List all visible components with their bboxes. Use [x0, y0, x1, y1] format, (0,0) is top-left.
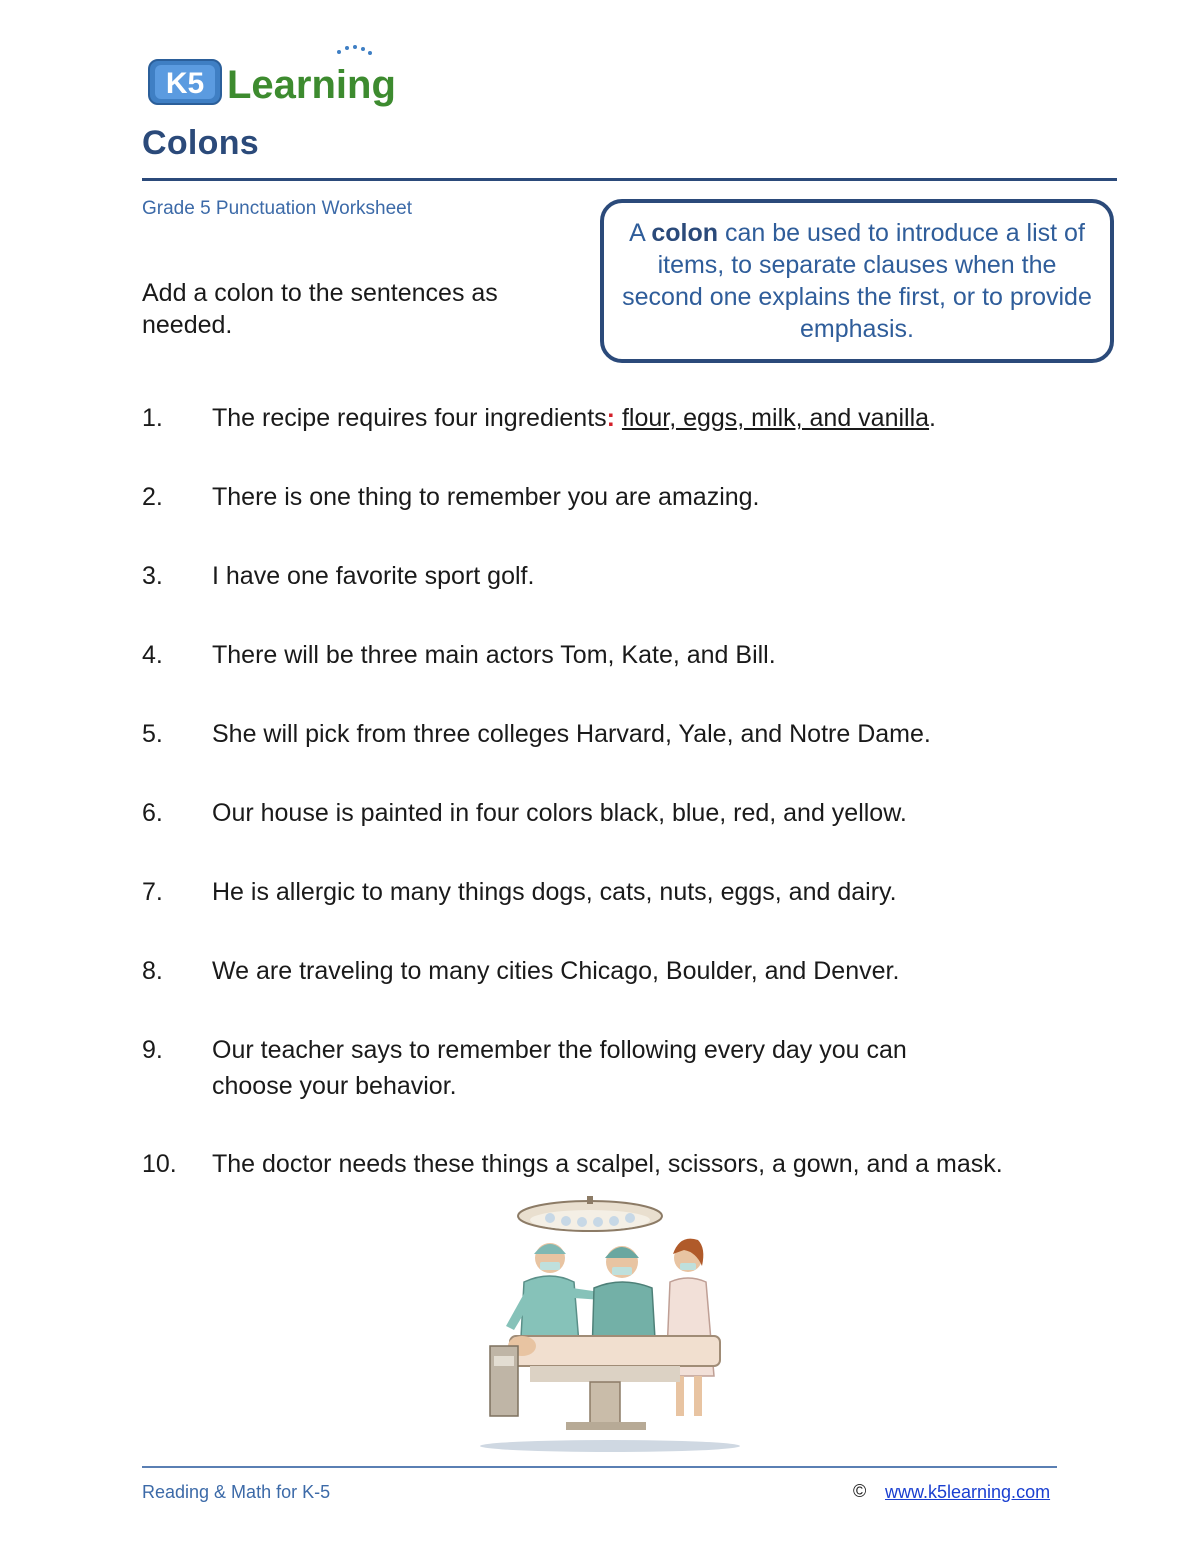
question-number: 7.: [142, 878, 163, 906]
title-divider: [142, 178, 1117, 181]
question-item: [142, 479, 1042, 515]
definition-prefix: A: [629, 219, 652, 247]
question-number: 3.: [142, 562, 163, 590]
example-underlined: flour, eggs, milk, and vanilla: [621, 404, 930, 432]
question-item: [142, 637, 1042, 673]
question-text: She will pick from three colleges Harvard, Yale, and Notre Dame.: [212, 720, 931, 748]
example-space: [615, 404, 622, 432]
logo-word-text: Learning: [227, 63, 396, 107]
question-number: 8.: [142, 957, 163, 985]
definition-keyword: colon: [651, 219, 718, 247]
colon-definition-box: [600, 199, 1114, 363]
question-item: [142, 1032, 1042, 1104]
question-number: 2.: [142, 483, 163, 511]
example-before: The recipe requires four ingredients: [212, 404, 607, 432]
surgeons-operating-illustration: [470, 1196, 760, 1458]
question-number: 4.: [142, 641, 163, 669]
question-number: 1.: [142, 404, 163, 432]
question-number: 9.: [142, 1036, 163, 1064]
copyright-symbol: ©: [853, 1481, 867, 1501]
question-number: 10.: [142, 1150, 177, 1178]
website-link[interactable]: www.k5learning.com: [885, 1482, 1051, 1502]
instructions: Add a colon to the sentences as needed.: [142, 279, 498, 339]
example-colon: :: [606, 404, 615, 432]
question-text: Our house is painted in four colors black, blue, red, and yellow.: [212, 799, 907, 827]
logo-graphic: [143, 40, 403, 112]
example-after: .: [929, 404, 936, 432]
footer-divider: [142, 1466, 1057, 1468]
question-text: We are traveling to many cities Chicago, Boulder, and Denver.: [212, 957, 900, 985]
question-text: There will be three main actors Tom, Kate, and Bill.: [212, 641, 776, 669]
question-text: The doctor needs these things a scalpel, scissors, a gown, and a mask.: [212, 1150, 1003, 1178]
question-number: 5.: [142, 720, 163, 748]
question-number: 6.: [142, 799, 163, 827]
page-title: Colons: [142, 124, 260, 162]
question-item: [142, 795, 1042, 831]
question-item: [142, 716, 1042, 752]
question-list: [142, 400, 1042, 1224]
logo-badge-text: K5: [165, 67, 205, 100]
footer-tagline: Reading & Math for K-5: [142, 1482, 331, 1502]
question-item: [142, 874, 1042, 910]
question-text: I have one favorite sport golf.: [212, 562, 535, 590]
example-question: [142, 400, 1042, 436]
question-item: [142, 1146, 1042, 1182]
k5-learning-logo: [143, 40, 403, 112]
question-text: He is allergic to many things dogs, cats, nuts, eggs, and dairy.: [212, 878, 897, 906]
question-item: [142, 558, 1042, 594]
question-text: [212, 400, 1032, 436]
definition-body: can be used to introduce a list of items, to separate clauses when the second one explains the first, or to provide emphasis.: [622, 219, 1092, 343]
surgeons-illustration-graphic: [470, 1196, 760, 1458]
worksheet-subtitle: Grade 5 Punctuation Worksheet: [142, 198, 413, 219]
question-item: [142, 953, 1042, 989]
question-text: There is one thing to remember you are amazing.: [212, 483, 760, 511]
question-text: Our teacher says to remember the following every day you can choose your behavior.: [212, 1036, 907, 1100]
